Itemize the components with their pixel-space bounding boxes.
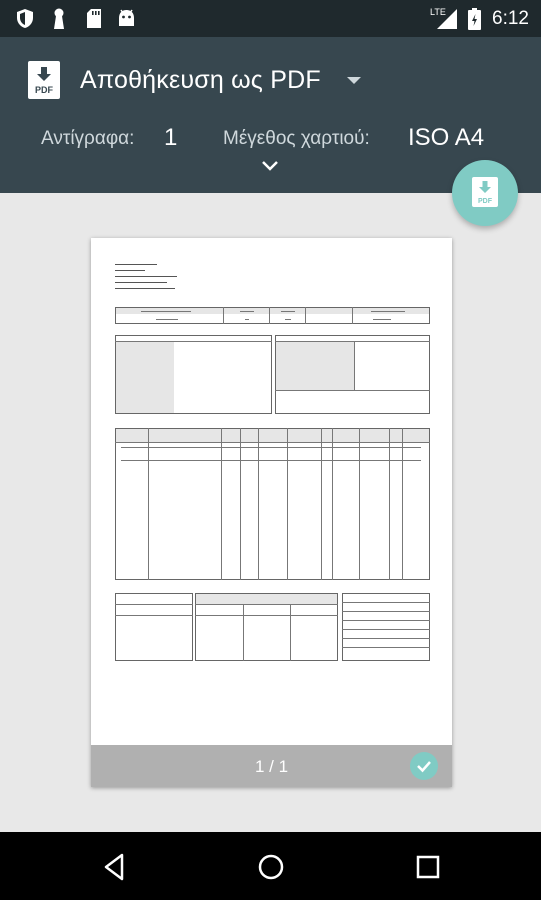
check-icon <box>410 752 438 780</box>
page-footer <box>91 745 452 787</box>
download-pdf-icon <box>472 177 498 207</box>
network-type: LTE <box>430 7 446 17</box>
pdf-file-icon <box>28 61 60 99</box>
android-icon <box>116 8 137 29</box>
back-icon[interactable] <box>96 849 132 885</box>
navigation-bar <box>0 832 541 900</box>
destination-label: Αποθήκευση ως PDF <box>80 66 321 94</box>
page-indicator: 1 / 1 <box>254 757 289 776</box>
dropdown-arrow-icon <box>347 77 361 84</box>
copies-label: Αντίγραφα: <box>41 128 135 149</box>
page-selected-check[interactable] <box>410 752 438 780</box>
recents-icon[interactable] <box>410 849 446 885</box>
shield-icon <box>16 8 34 29</box>
save-pdf-button[interactable] <box>452 160 518 226</box>
home-icon[interactable] <box>253 849 289 885</box>
battery-icon <box>468 8 481 30</box>
chevron-down-icon[interactable] <box>260 159 280 173</box>
status-bar <box>0 0 541 37</box>
invoice-thumbnail <box>91 238 452 745</box>
signal-icon <box>436 8 458 30</box>
paper-size-label: Μέγεθος χαρτιού: <box>223 128 370 149</box>
pdf-badge: PDF <box>35 85 53 95</box>
svg-text:PDF: PDF <box>478 198 492 205</box>
clock: 6:12 <box>492 8 529 29</box>
preview-page[interactable] <box>91 238 452 787</box>
paper-size-value[interactable]: ISO A4 <box>408 124 485 151</box>
sd-card-icon <box>86 8 102 29</box>
copies-value[interactable]: 1 <box>164 124 178 151</box>
keyhole-icon <box>52 8 66 30</box>
